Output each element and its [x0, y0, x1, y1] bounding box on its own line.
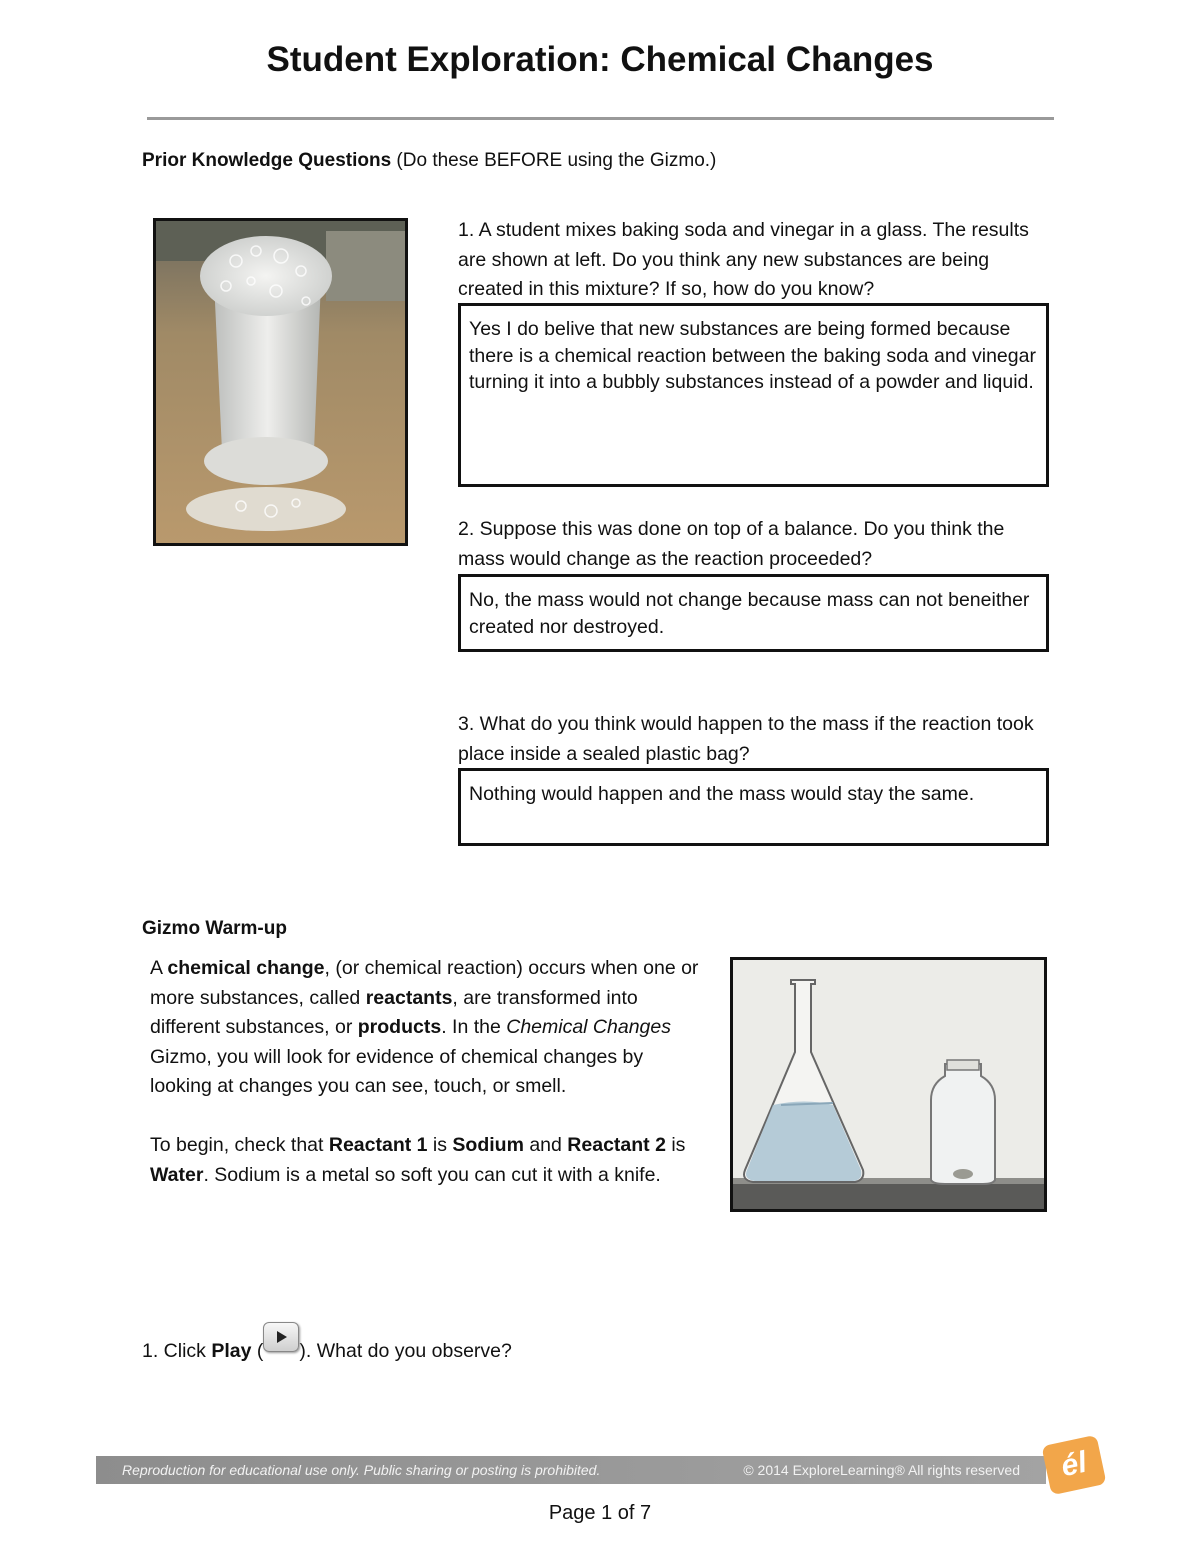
text: 1. Click: [142, 1340, 212, 1362]
step-1: [142, 1322, 512, 1373]
prior-heading-bold: Prior Knowledge Questions: [142, 150, 392, 171]
question-3: 3. What do you think would happen to the mass if the reaction took place inside a sealed plastic bag?: [458, 713, 1034, 765]
term-water: Water: [150, 1163, 204, 1186]
warmup-heading: Gizmo Warm-up: [142, 918, 287, 939]
warmup-paragraph-2: [150, 1131, 705, 1190]
text: , (or chemical reaction) occurs when one or more substances, called: [150, 957, 699, 1009]
term-reactant-2: Reactant 2: [567, 1134, 666, 1156]
term-products: products: [357, 1016, 442, 1038]
explorelearning-logo-icon: él: [1041, 1435, 1106, 1496]
copyright-notice: © 2014 ExploreLearning® All rights reserved: [743, 1462, 1020, 1478]
term-chemical-change: chemical change: [167, 957, 325, 979]
text: A: [150, 957, 168, 979]
flask-and-jar-image: [733, 960, 1044, 1209]
text: To begin, check that: [150, 1134, 329, 1156]
question-1: 1. A student mixes baking soda and vinegar in a glass. The results are shown at left. Do you think any new substances are being created in this mixture? If so, how do you know?: [458, 219, 1029, 300]
term-reactant-1: Reactant 1: [328, 1134, 428, 1156]
foaming-glass-image: [156, 221, 405, 543]
text: , are transformed into different substances, or: [150, 986, 638, 1038]
text: and: [523, 1134, 568, 1156]
play-button[interactable]: [263, 1322, 299, 1352]
reproduction-notice: Reproduction for educational use only. Public sharing or posting is prohibited.: [122, 1462, 601, 1478]
warmup-paragraph-1: [150, 954, 705, 1102]
question-2: 2. Suppose this was done on top of a balance. Do you think the mass would change as the reaction proceeded?: [458, 518, 1005, 570]
page-number: Page 1 of 7: [548, 1502, 652, 1524]
text: . In the: [441, 1016, 507, 1038]
text: Gizmo, you will look for evidence of chemical changes by looking at changes you can see, touch, or smell.: [150, 1045, 644, 1097]
prior-heading-rest: (Do these BEFORE using the Gizmo.): [391, 150, 717, 171]
play-icon: [264, 1323, 298, 1351]
baking-soda-vinegar-photo: [153, 218, 408, 546]
play-label: Play: [211, 1340, 252, 1362]
answer-box-3[interactable]: Nothing would happen and the mass would stay the same.: [458, 768, 1049, 846]
text: . Sodium is a metal so soft you can cut it with a knife.: [203, 1163, 661, 1186]
answer-box-1[interactable]: Yes I do belive that new substances are being formed because there is a chemical reaction between the baking soda and vinegar turning it into a bubbly substances instead of a powder and liquid.: [458, 303, 1049, 487]
text: is: [427, 1134, 453, 1156]
page-title: Student Exploration: Chemical Changes: [266, 40, 934, 79]
term-sodium: Sodium: [452, 1134, 524, 1156]
copyright-bar: [96, 1456, 1046, 1484]
gizmo-name: Chemical Changes: [506, 1016, 671, 1038]
text: (: [251, 1340, 264, 1362]
text: ). What do you observe?: [299, 1340, 512, 1362]
term-reactants: reactants: [365, 986, 453, 1009]
warmup-text: [150, 954, 705, 1190]
prior-knowledge-heading: [142, 150, 716, 172]
text: is: [665, 1134, 686, 1156]
gizmo-screenshot: [730, 957, 1047, 1212]
answer-box-2[interactable]: No, the mass would not change because mass can not beneither created nor destroyed.: [458, 574, 1049, 652]
title-divider: [147, 117, 1054, 120]
